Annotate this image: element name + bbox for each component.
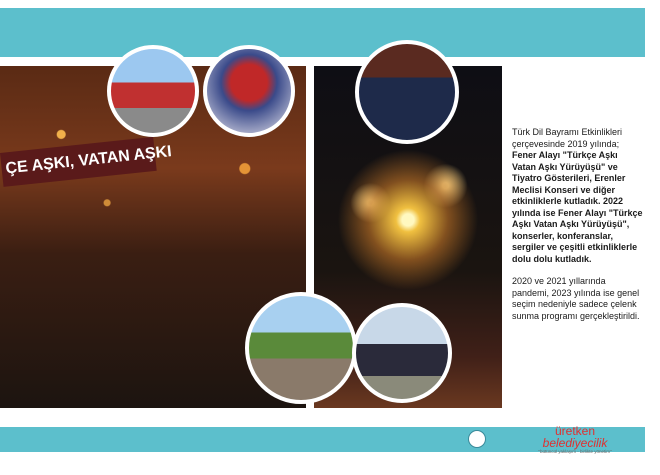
march-banner: ÇE AŞKI, VATAN AŞKI [0, 137, 157, 187]
circle-photo-official [355, 40, 459, 144]
logo-word-uretken: üretken [554, 424, 596, 438]
top-accent-bar [0, 8, 645, 57]
circle-photo-horse-parade [245, 292, 357, 404]
circle-photo-band [107, 45, 199, 137]
description-text [512, 127, 644, 333]
circle-photo-wreath [352, 303, 452, 403]
municipality-emblem-icon [468, 430, 486, 448]
paragraph-bold: Fener Alayı "Türkçe Aşkı Vatan Aşkı Yürüyüşü" ve Tiyatro Gösterileri, Erenler Meclisi Konseri ve diğer etkinliklerle kutladık. 2022 yılında ise Fener Alayı "Türkçe Aşkı Vatan Aşkı Yürüyüşü", konserler, konferanslar, sergiler ve çeşitli etkinliklerle dolu dolu kutladık. [512, 150, 643, 264]
paragraph-2019-2022 [512, 127, 644, 265]
paragraph-2020-2023: 2020 ve 2021 yıllarında pandemi, 2023 yılında ise genel seçim nedeniyle sadece çelenk sunma programı gerçekleştirildi. [512, 276, 640, 321]
circle-photo-dancer [203, 45, 295, 137]
logo-word-belediyecilik: belediyecilik [542, 436, 608, 450]
paragraph-intro: Türk Dil Bayramı Etkinlikleri çerçevesinde 2019 yılında; [512, 127, 623, 149]
uretken-logo [535, 425, 615, 455]
logo-tagline: "bütüncül yaklaşım - birlikte yönetim" [538, 449, 612, 454]
